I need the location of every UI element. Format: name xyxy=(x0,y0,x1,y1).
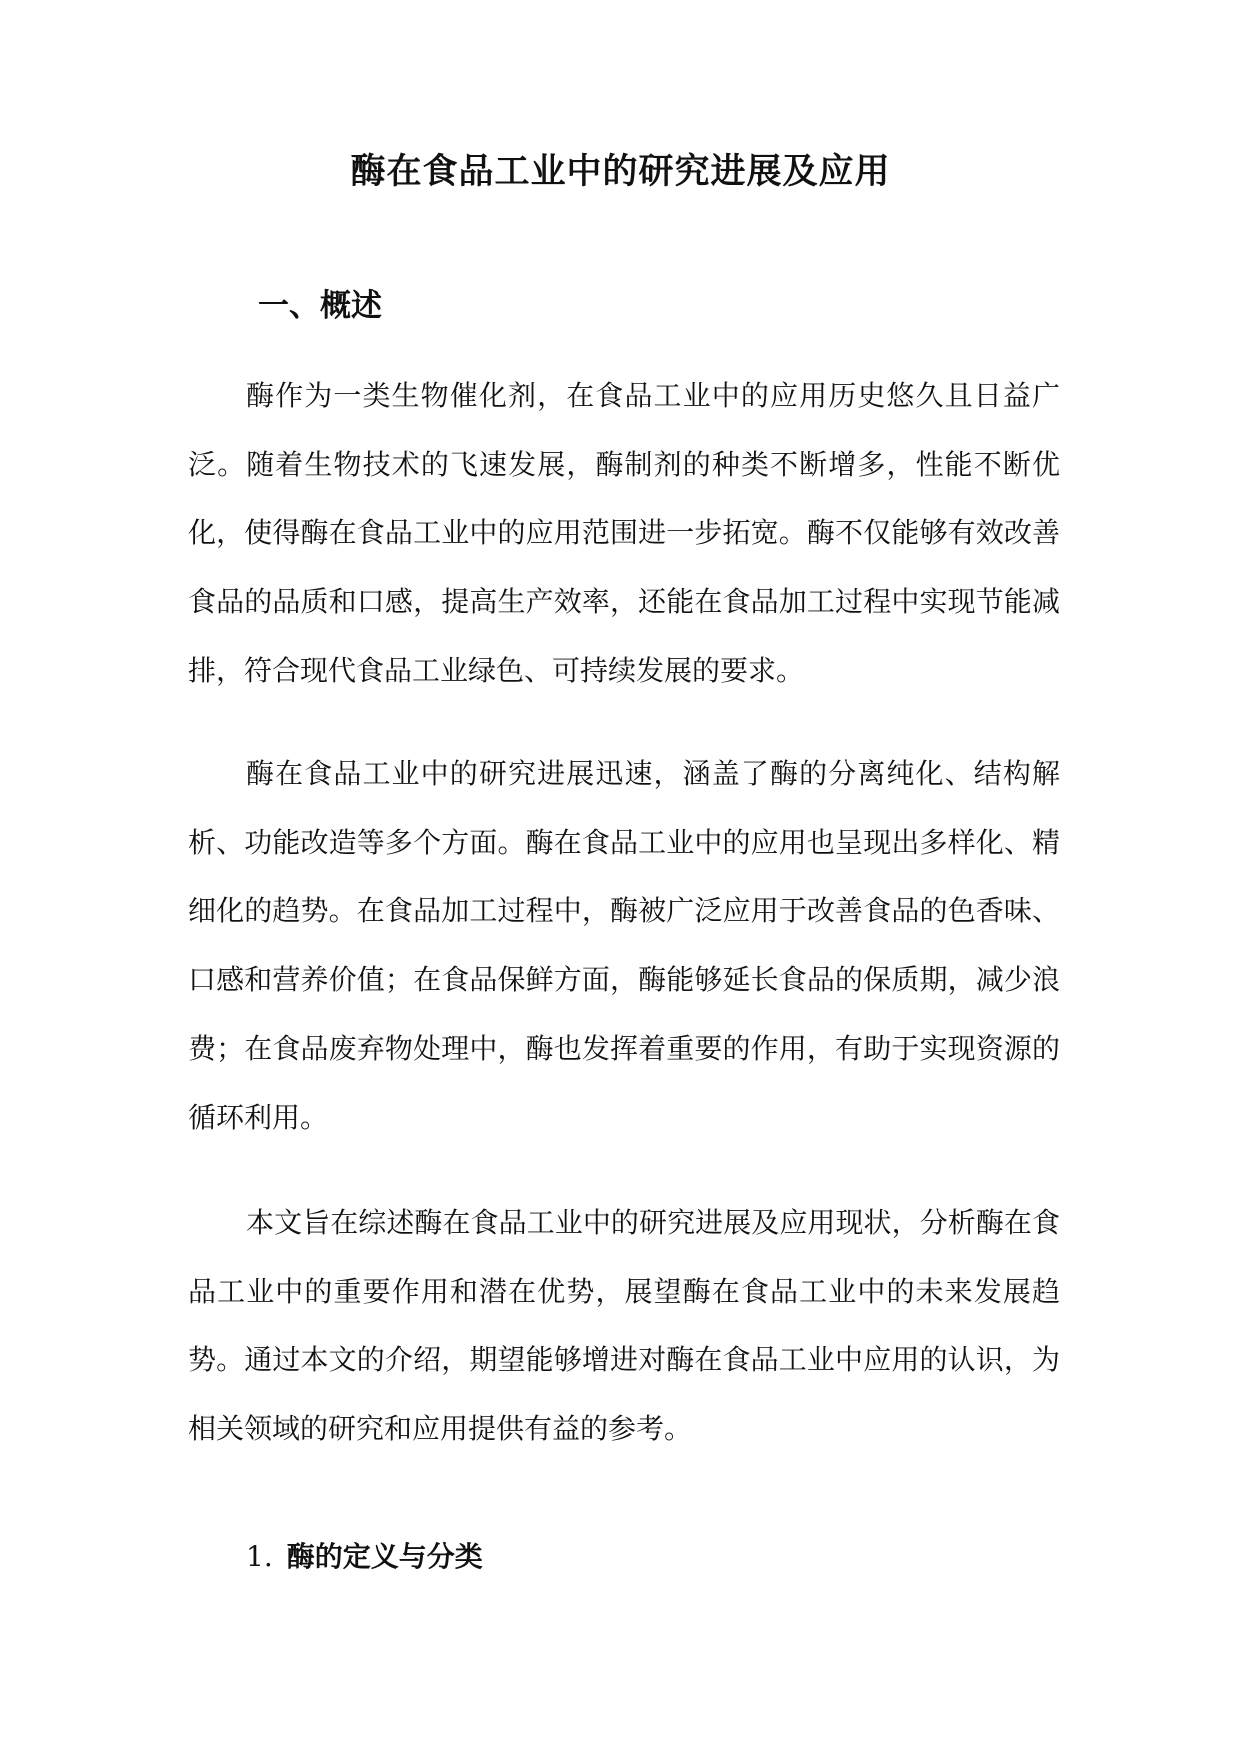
subsection-number: 1. xyxy=(246,1540,273,1573)
paragraph-1: 酶作为一类生物催化剂，在食品工业中的应用历史悠久且日益广泛。随着生物技术的飞速发展，酶制剂的种类不断增多，性能不断优化，使得酶在食品工业中的应用范围进一步拓宽。酶不仅能够有效改善食品的品质和口感，提高生产效率，还能在食品加工过程中实现节能减排，符合现代食品工业绿色、可持续发展的要求。 xyxy=(188,379,1060,687)
subsection-title: 酶的定义与分类 xyxy=(286,1540,483,1573)
section-heading-overview: 一、概述 xyxy=(258,288,382,324)
paragraph-2: 酶在食品工业中的研究进展迅速，涵盖了酶的分离纯化、结构解析、功能改造等多个方面。酶在食品工业中的应用也呈现出多样化、精细化的趋势。在食品加工过程中，酶被广泛应用于改善食品的色香味、口感和营养价值；在食品保鲜方面，酶能够延长食品的保质期，减少浪费；在食品废弃物处理中，酶也发挥着重要的作用，有助于实现资源的循环利用。 xyxy=(188,757,1060,1134)
subsection-heading xyxy=(246,1535,483,1579)
document-title: 酶在食品工业中的研究进展及应用 xyxy=(350,151,891,192)
paragraph-3: 本文旨在综述酶在食品工业中的研究进展及应用现状，分析酶在食品工业中的重要作用和潜在优势，展望酶在食品工业中的未来发展趋势。通过本文的介绍，期望能够增进对酶在食品工业中应用的认识，为相关领域的研究和应用提供有益的参考。 xyxy=(188,1206,1060,1446)
